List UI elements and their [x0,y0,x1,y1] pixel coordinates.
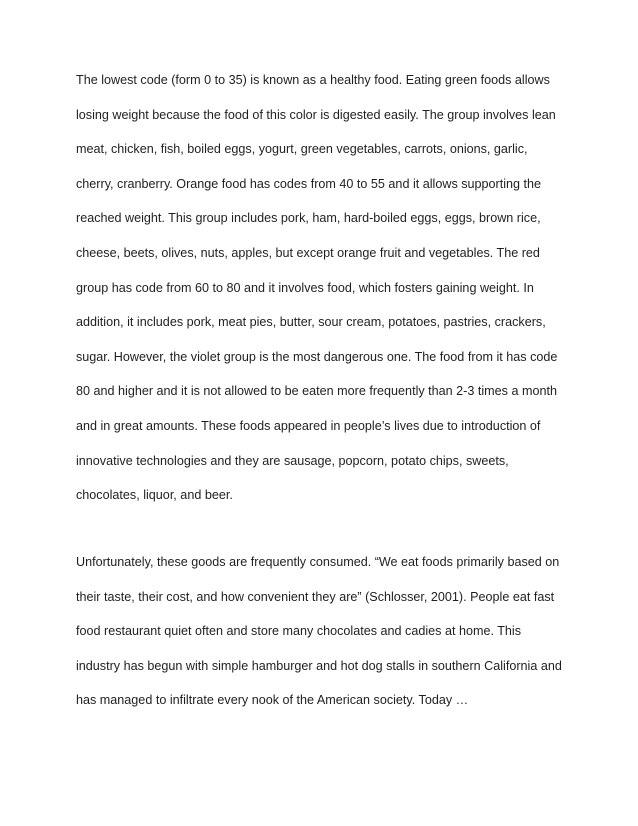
text-line: and in great amounts. These foods appeared in people’s lives due to introduction of [76,419,541,433]
text-line: chocolates, liquor, and beer. [76,488,233,503]
text-line: food restaurant quiet often and store many chocolates and cadies at home. This [76,624,522,639]
text-line: losing weight because the food of this color is digested easily. The group involves lean [76,107,556,122]
text-line: cherry, cranberry. Orange food has codes from 40 to 55 and it allows supporting the [76,176,542,191]
text-line: sugar. However, the violet group is the most dangerous one. The food from it has code [76,349,558,364]
text-line: Unfortunately, these goods are frequently consumed. “We eat foods primarily based on [76,555,560,569]
text-line: has managed to infiltrate every nook of the American society. Today … [76,693,469,708]
text-line: their taste, their cost, and how convenient they are” (Schlosser, 2001). People eat fast [76,589,555,604]
text-line: addition, it includes pork, meat pies, butter, sour cream, potatoes, pastries, crackers, [76,315,546,330]
text-line: innovative technologies and they are sausage, popcorn, potato chips, sweets, [76,453,509,468]
text-line: industry has begun with simple hamburger and hot dog stalls in southern California and [76,658,562,673]
text-line: meat, chicken, fish, boiled eggs, yogurt, green vegetables, carrots, onions, garlic, [76,142,528,157]
text-line: 80 and higher and it is not allowed to be eaten more frequently than 2-3 times a month [76,384,557,399]
text-line: group has code from 60 to 80 and it involves food, which fosters gaining weight. In [76,280,534,295]
text-line: cheese, beets, olives, nuts, apples, but except orange fruit and vegetables. The red [76,246,540,260]
text-line: The lowest code (form 0 to 35) is known as a healthy food. Eating green foods allows [76,73,550,87]
text-line: reached weight. This group includes pork, ham, hard-boiled eggs, eggs, brown rice, [76,211,541,226]
